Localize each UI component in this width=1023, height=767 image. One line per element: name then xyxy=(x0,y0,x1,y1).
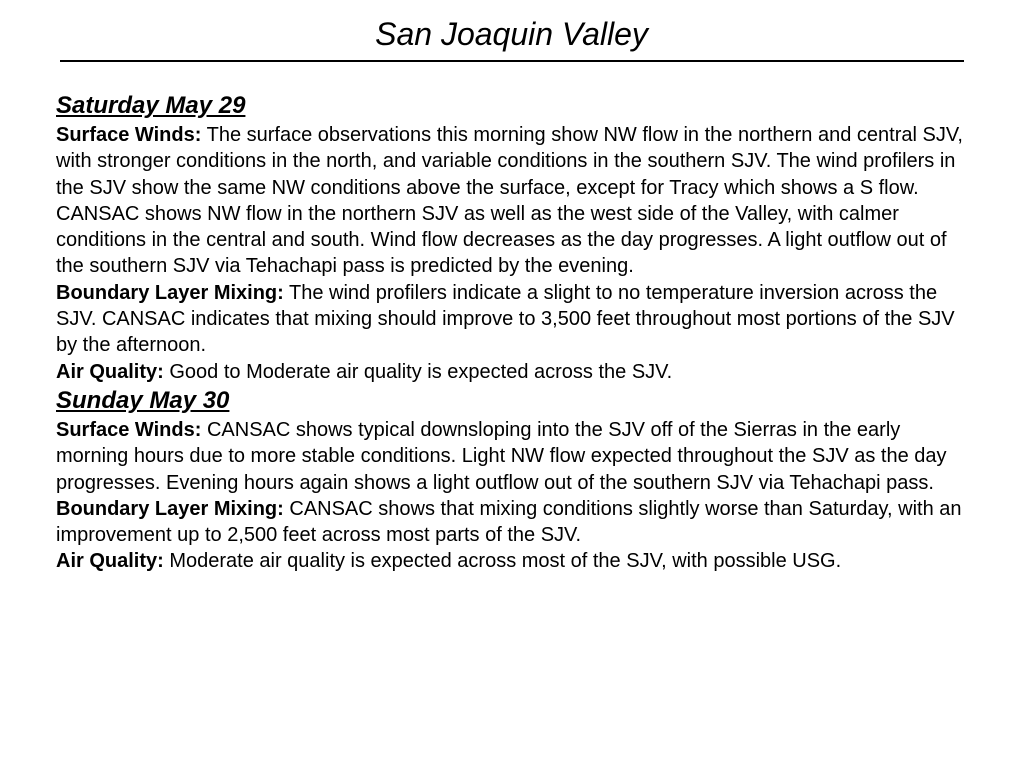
mixing-label: Boundary Layer Mixing: xyxy=(56,497,284,520)
page-title: San Joaquin Valley xyxy=(375,16,648,52)
air-quality-label: Air Quality: xyxy=(56,360,164,383)
forecast-content xyxy=(56,90,976,575)
surface-winds-label: Surface Winds: xyxy=(56,124,202,146)
day-section-saturday xyxy=(56,90,976,385)
air-quality-label: Air Quality: xyxy=(56,550,164,573)
surface-winds-text: The surface observations this morning show NW flow in the northern and central SJV, with stronger conditions in the north, and variable conditions in the southern SJV. The wind profilers in the SJV show the same NW conditions above the surface, except for Tracy which shows a S flow. CANSAC shows NW flow in the northern SJV as well as the west side of the Valley, with calmer conditions in the central and south. Wind flow decreases as the day progresses. A light outflow out of the southern SJV via Tehachapi pass is predicted by the evening. xyxy=(56,124,963,278)
mixing-label: Boundary Layer Mixing: xyxy=(56,281,284,304)
mixing-text: CANSAC shows that mixing conditions slightly worse than Saturday, with an improvement up to 2,500 feet across most parts of the SJV. xyxy=(56,497,962,547)
surface-winds-paragraph xyxy=(56,417,976,496)
mixing-text: The wind profilers indicate a slight to no temperature inversion across the SJV. CANSAC indicates that mixing should improve to 3,500 feet throughout most portions of the SJV by the afternoon. xyxy=(56,281,955,357)
surface-winds-label: Surface Winds: xyxy=(56,418,202,441)
surface-winds-text: CANSAC shows typical downsloping into the SJV off of the Sierras in the early morning hours due to more stable conditions. Light NW flow expected throughout the SJV as the day progresses. Evening hours again shows a light outflow out of the southern SJV via Tehachapi pass. xyxy=(56,418,947,494)
title-divider xyxy=(60,60,964,62)
air-quality-text: Good to Moderate air quality is expected across the SJV. xyxy=(163,360,673,383)
surface-winds-paragraph xyxy=(56,122,976,280)
mixing-paragraph xyxy=(56,496,976,549)
air-quality-text: Moderate air quality is expected across most of the SJV, with possible USG. xyxy=(163,550,842,573)
air-quality-paragraph xyxy=(56,359,976,385)
mixing-paragraph xyxy=(56,280,976,359)
air-quality-paragraph xyxy=(56,548,976,574)
day-heading: Sunday May 30 xyxy=(56,386,230,414)
day-section-sunday xyxy=(56,385,976,575)
day-heading: Saturday May 29 xyxy=(56,92,246,119)
